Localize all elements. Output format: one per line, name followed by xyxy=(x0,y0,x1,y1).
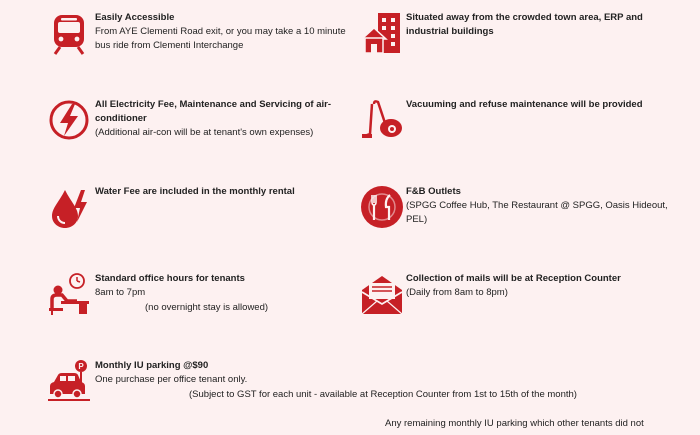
parking-line-3: Any remaining monthly IU parking which other tenants did not xyxy=(385,418,644,429)
svg-text:P: P xyxy=(78,362,84,371)
buildings-icon xyxy=(360,11,404,55)
office-clock-icon xyxy=(47,272,91,316)
fnb-line-2: PEL) xyxy=(406,214,428,225)
electricity-icon xyxy=(47,98,91,142)
water-title: Water Fee are included in the monthly rental xyxy=(95,186,295,197)
office-hours-title: Standard office hours for tenants xyxy=(95,273,245,284)
fnb-line-1: (SPGG Coffee Hub, The Restaurant @ SPGG, Oasis Hideout, xyxy=(406,200,668,211)
electricity-title-2: conditioner xyxy=(95,113,147,124)
location-title-2: industrial buildings xyxy=(406,26,494,37)
vacuum-title: Vacuuming and refuse maintenance will be provided xyxy=(406,99,643,110)
train-icon xyxy=(47,12,91,56)
location-title: Situated away from the crowded town area, ERP and xyxy=(406,12,643,23)
access-title: Easily Accessible xyxy=(95,12,175,23)
water-drop-icon xyxy=(47,186,91,230)
parking-line-1: One purchase per office tenant only. xyxy=(95,374,248,385)
fnb-title: F&B Outlets xyxy=(406,186,461,197)
access-line-1: From AYE Clementi Road exit, or you may take a 10 minute xyxy=(95,26,346,37)
car-parking-icon xyxy=(47,358,91,402)
vacuum-icon xyxy=(360,98,404,142)
access-line-2: bus ride from Clementi Interchange xyxy=(95,40,244,51)
electricity-title: All Electricity Fee, Maintenance and Servicing of air- xyxy=(95,99,331,110)
office-hours-line-1: 8am to 7pm xyxy=(95,287,146,298)
office-hours-line-2: (no overnight stay is allowed) xyxy=(145,302,269,313)
electricity-note: (Additional air-con will be at tenant's own expenses) xyxy=(95,127,314,138)
utensils-icon xyxy=(360,185,404,229)
mail-title: Collection of mails will be at Reception Counter xyxy=(406,273,621,284)
mail-line-1: (Daily from 8am to 8pm) xyxy=(406,287,508,298)
parking-line-2: (Subject to GST for each unit - available at Reception Counter from 1st to 15th of the month) xyxy=(189,389,577,400)
mail-icon xyxy=(360,272,404,316)
parking-title: Monthly IU parking @$90 xyxy=(95,360,209,371)
